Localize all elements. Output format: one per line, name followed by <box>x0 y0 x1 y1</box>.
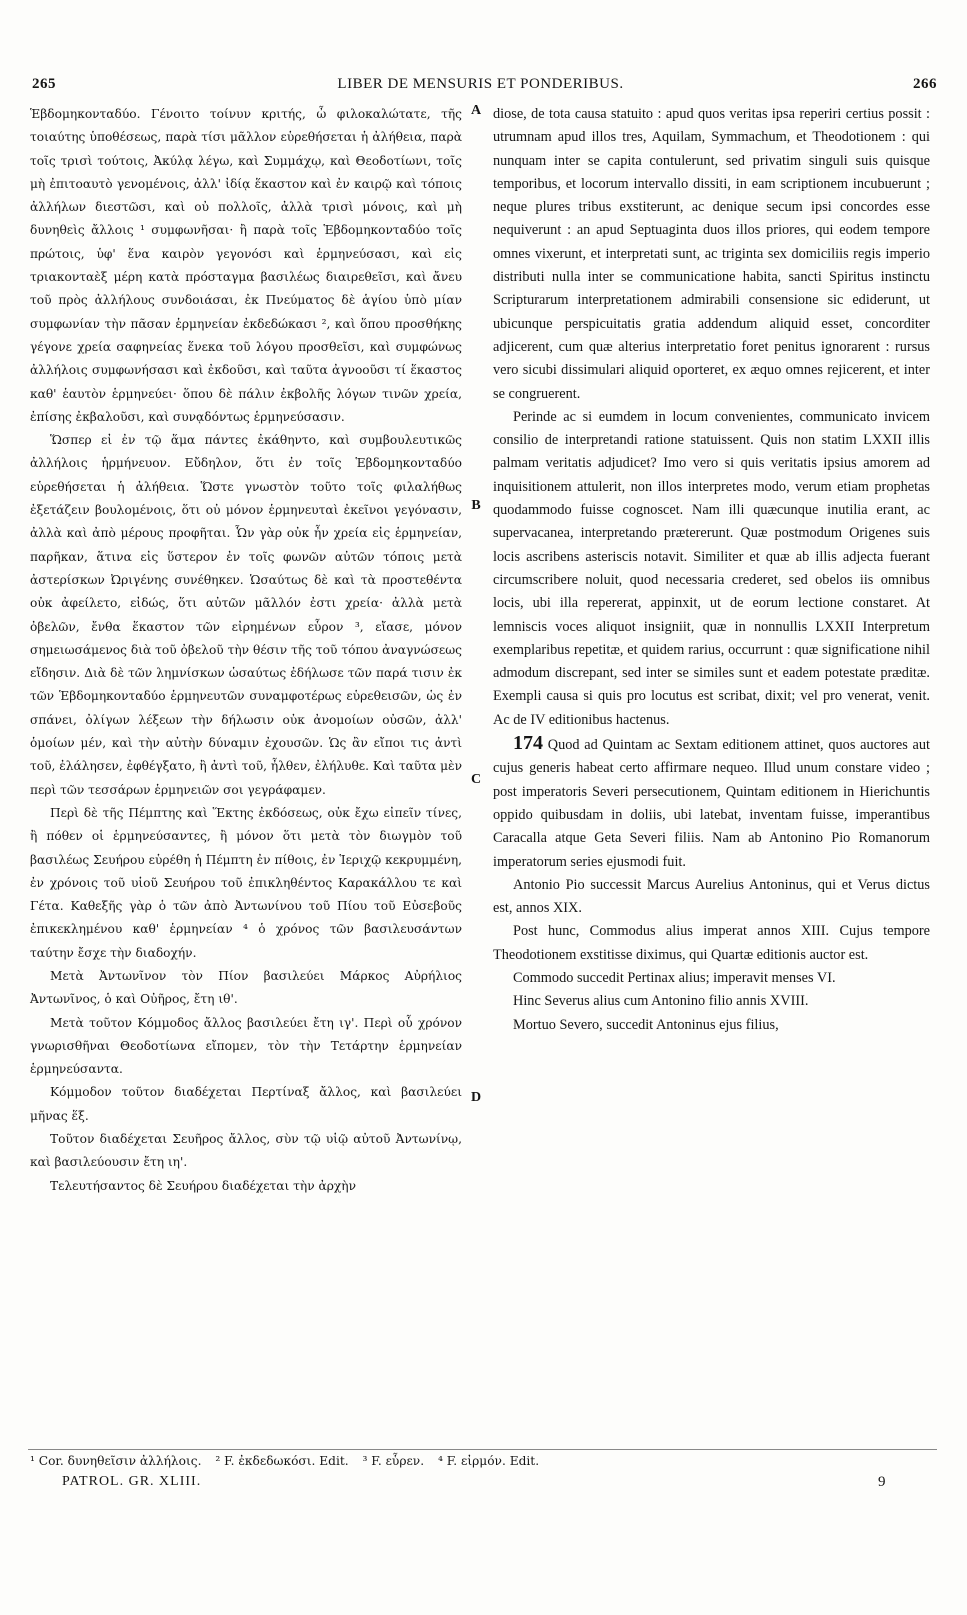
greek-paragraph: Περὶ δὲ τῆς Πέμπτης καὶ Ἕκτης ἐκδόσεως, οὐκ ἔχω εἰπεῖν τίνες, ἢ πόθεν οἱ ἑρμηνεύσαντες, ἢ μόνον ὅτι μετὰ τὸν διωγμὸν τοῦ βασιλέως Σευήρου εὑρέθη ἡ Πέμπτη ἐν πίθοις, ἐν Ἱεριχῷ κεκρυμμένη, ἐν χρόνοις τοῦ υἱοῦ Σευήρου τοῦ ἐπικληθέντος Καρακάλλου τε καὶ Γέτα. Καθεξῆς γὰρ ὁ τῶν ἀπὸ Ἀντωνίνου τοῦ Πίου τοῦ Εὐσεβοῦς ἐπικεκλημένου καθ' ἑρμηνείαν ⁴ ὁ χρόνος τῶν βασιλευσάντων ταύτην ἔσχε τὴν διαδοχήν. <box>30 805 462 960</box>
greek-column <box>30 103 462 1198</box>
footnote: ⁴ F. εἰρμόν. Edit. <box>437 1454 540 1468</box>
latin-paragraph: Hinc Severus alius cum Antonino filio annis XVIII. <box>513 993 809 1010</box>
footnotes <box>30 1452 935 1471</box>
page-number-left: 265 <box>32 76 56 92</box>
latin-column <box>493 103 930 1037</box>
greek-paragraph: Κόμμοδον τοῦτον διαδέχεται Περτίναξ ἄλλος, καὶ βασιλεύει μῆνας ἕξ. <box>30 1085 462 1123</box>
margin-marker-c: C <box>470 772 482 787</box>
series-signature: PATROL. GR. XLIII. <box>62 1474 202 1489</box>
page-number-right: 266 <box>913 76 937 92</box>
latin-paragraph: Antonio Pio successit Marcus Aurelius Antoninus, qui et Verus dictus est, annos XIX. <box>493 876 930 917</box>
footnote: ¹ Cor. δυνηθεῖσιν ἀλλήλοις. <box>30 1454 202 1468</box>
margin-marker-a: A <box>470 103 482 118</box>
latin-paragraph: Post hunc, Commodus alius imperat annos XIII. Cujus tempore Theodotionem exstitisse diximus, qui Quartæ editionis auctor est. <box>493 923 930 963</box>
latin-section-paragraph <box>493 732 930 874</box>
greek-paragraph: Τελευτήσαντος δὲ Σευήρου διαδέχεται τὴν ἀρχὴν <box>50 1178 356 1193</box>
margin-marker-b: B <box>471 498 481 513</box>
footnote-line <box>30 1452 935 1471</box>
margin-marker-d: D <box>470 1090 482 1105</box>
greek-paragraph: Μετὰ Ἀντωνῖνον τὸν Πίον βασιλεύει Μάρκος Αὐρήλιος Ἀντωνῖνος, ὁ καὶ Οὐῆρος, ἔτη ιθ'. <box>30 968 462 1007</box>
greek-paragraph: Τοῦτον διαδέχεται Σευῆρος ἄλλος, σὺν τῷ υἱῷ αὐτοῦ Ἀντωνίνῳ, καὶ βασιλεύουσιν ἔτη ιη'. <box>30 1132 462 1170</box>
section-text: Quod ad Quintam ac Sextam editionem attinet, quos auctores aut cujus generis habeat certo affirmare nequeo. Illud unum constare video ; post imperatoris Severi persecutionem, Quintam editionem in Hierichuntis oppido quibusdam in doliis, ubi latebat, inventam fuisse, imperantibus Caracalla atque Geta Severi filiis. Nam ab Antonino Pio Romanorum imperatorum series ejusmodi fuit. <box>493 737 931 870</box>
footnote: ³ F. εὗρεν. <box>362 1454 425 1468</box>
latin-paragraph: Perinde ac si eumdem in locum convenientes, communicato invicem consilio de interpretandi ratione statuissent. Quis non statim LXXII illis palmam veritatis adjudicet? Imo vero si quis veritatis ipsius amorem ad inquisitionem attulerit, non illos interpretes modo, verum etiam prophetas quodammodo fuisse cognoscet. Nam illi quæcunque inutilia erant, ac supervacanea, interpretando prætererunt. Quæ postmodum Origenes suis locis ascribens asteriscis notavit. Similiter et quæ ab illis adjecta fuerant circumscribere noluit, quod necessaria crederet, sed obelos iis omnibus locis, ubi illa repererat, appinxit, ut de eorum lectione constaret. At lemniscis voces aliquot insigniit, quæ in nonnullis LXXII Interpretum exemplaribus repetitæ, et quidem rarius, occurrunt : quæ significatione nihil admodum discrepant, sed inter se similes sunt et eadem potestate præditæ. Exempli causa si quis pro locutus est scribat, dixit; vel pro venerat, venit. Ac de IV editionibus hactenus. <box>493 408 930 728</box>
running-title: LIBER DE MENSURIS ET PONDERIBUS. <box>337 76 624 92</box>
latin-paragraph: Mortuo Severo, succedit Antoninus ejus filius, <box>513 1016 779 1033</box>
footnote-rule <box>28 1449 937 1450</box>
greek-paragraph: Ὥσπερ εἰ ἐν τῷ ἅμα πάντες ἐκάθηντο, καὶ συμβουλευτικῶς ἀλλήλοις ἡρμήνευον. Εὔδηλον, ὅτι ἐν τοῖς Ἑβδομηκονταδύο εὑρεθήσεται ἡ ἀλήθεια. Ὥστε γνωστὸν τοῦτο τοῖς φιλαλήθως ἐξετάζειν βουλομένοις, ὅτι οὐ μόνον ἑρμηνευταὶ ἐκεῖνοι γεγόνασιν, ἀλλὰ καὶ ἀπὸ μέρους προφῆται. Ὧν γὰρ οὐκ ἦν χρεία εἰς ἑρμηνείαν, παρῆκαν, ἅτινα εἰς ὕστερον ἐν τοῖς φωνῶν αὐτῶν τόποις μετὰ ἀστερίσκων Ὠριγένης συνέθηκεν. Ὡσαύτως δὲ καὶ τὰ προστεθέντα οὐκ ἀφείλετο, εἰδώς, ὅτι αὐτῶν μᾶλλόν ἐστι χρεία· ἀλλὰ μετὰ ὀβελῶν, ἔνθα ἕκαστον τῶν εἰρημένων εὗρον ³, εἴασε, μόνον σημειωσάμενος διὰ τοῦ ὀβελοῦ τὴν θέσιν τῆς τοῦ τόπου ἀναγνώσεως εἴδησιν. Διὰ δὲ τῶν λημνίσκων ὡσαύτως ἐδήλωσε τῶν παρά τισιν ἐκ τῶν Ἑβδομηκονταδύο ἑρμηνευτῶν συναμφοτέρως εὑρεθεισῶν, ὡς ἐν σπάνει, ὀλίγων λέξεων τὴν δήλωσιν οὐκ ἀνομοίων οὐσῶν, ἀλλ' ὁμοίων μέν, καὶ τὴν αὐτὴν δύναμιν ἐχουσῶν. Ὡς ἂν εἴποι τις ἀντὶ τοῦ, ἐλάλησεν, ἐφθέγξατο, ἢ ἀντὶ τοῦ, ἦλθεν, ἐλήλυθε. Καὶ ταῦτα μὲν περὶ τῶν τεσσάρων ἑρμηνειῶν σοι γεγράφαμεν. <box>30 433 462 797</box>
footnote: ² F. ἐκδεδωκόσι. Edit. <box>215 1454 349 1468</box>
latin-paragraph: diose, de tota causa statuito : apud quos veritas ipsa reperiri certius possit : utrumnam apud illos tres, Aquilam, Symmachum, et Theodotionem : qui nunquam inter se capita contulerunt, sed privatim singuli suis quisque temporibus, et locorum intervallo dissiti, in eam scriptionem incubuerunt ; neque plures tribus exstiterunt, ac denique secum ipsi concordes esse nequiverunt : an apud Septuaginta duos illos priores, qui eodem tempore omnes vixerunt, et interpretati sunt, ac triginta sex domiciliis regis imperio distributi nulla inter se communicatione habita, sancti Spiritus instinctu Scripturarum interpretationem admirabili consensione sic ediderunt, ut ubicunque perspicuitatis gratia addendum aliquid esset, concorditer adjicerent, cum quæ alterius interpretatio foret penitus ignorarent : rursus vero sicubi dissimulari aliquid oporteret, ex æquo omnes rejicerent, et inter se congruerent. <box>493 106 930 402</box>
gathering-number: 9 <box>878 1474 886 1490</box>
running-header <box>24 76 937 100</box>
greek-paragraph: Ἑβδομηκονταδύο. Γένοιτο τοίνυν κριτής, ὦ φιλοκαλώτατε, τῆς τοιαύτης ὑποθέσεως, παρὰ τίσι μᾶλλον εὑρεθήσεται ἡ ἀλήθεια, παρὰ τοῖς τρισὶ τούτοις, Ἀκύλᾳ λέγω, καὶ Συμμάχῳ, καὶ Θεοδοτίωνι, τοῖς μὴ ἐπιτοαυτὸ γενομένοις, ἀλλ' ἰδίᾳ ἕκαστον καὶ ἐν καιρῷ καὶ τόποις ἀλλήλων διεστῶσι, καὶ οὐ πολλοῖς, ἀλλὰ τρισὶ μόνοις, καὶ μὴ δυνηθεὶς ἄλλοις ¹ συμφωνῆσαι· ἢ παρὰ τοῖς Ἑβδομηκονταδύο τοῖς πρώτοις, ὑφ' ἕνα καιρὸν γεγονόσι καὶ ἑρμηνεύσασι, καὶ εἰς τριακονταὲξ μέρη κατὰ πρόσταγμα βασιλέως διαιρεθεῖσι, καὶ ἄνευ τοῦ πρὸς ἀλλήλους συνδοιάσαι, ἐκ Πνεύματος δὲ ἁγίου ὑπὸ μίαν συμφωνίαν τὴν πᾶσαν ἑρμηνείαν ἐκδεδώκασι ², καὶ ὅπου προσθήκης γέγονε χρεία σαφηνείας ἕνεκα τοῦ λόγου προσθεῖσι, καὶ συμφώνως ἀλλήλοις συμφωνήσασι καὶ ἐκδοῦσι, καὶ ταῦτα ἀγνοοῦσι τί ἕκαστος καθ' ἑαυτὸν ἑρμηνεύει· ὅπου δὲ πάλιν ἐκβολῆς λόγων τινῶν χρεία, ἐπίσης ἐκβαλοῦσι, καὶ συνᾳδόντως ἑρμηνεύσασιν. <box>30 107 462 424</box>
section-number: 174 <box>513 732 543 755</box>
greek-paragraph: Μετὰ τοῦτον Κόμμοδος ἄλλος βασιλεύει ἔτη ιγ'. Περὶ οὗ χρόνον γνωρισθῆναι Θεοδοτίωνα εἴπομεν, τὸν τὴν Τετάρτην ἑρμηνείαν ἑρμηνεύσαντα. <box>30 1015 462 1077</box>
latin-paragraph: Commodo succedit Pertinax alius; imperavit menses VI. <box>513 969 836 986</box>
